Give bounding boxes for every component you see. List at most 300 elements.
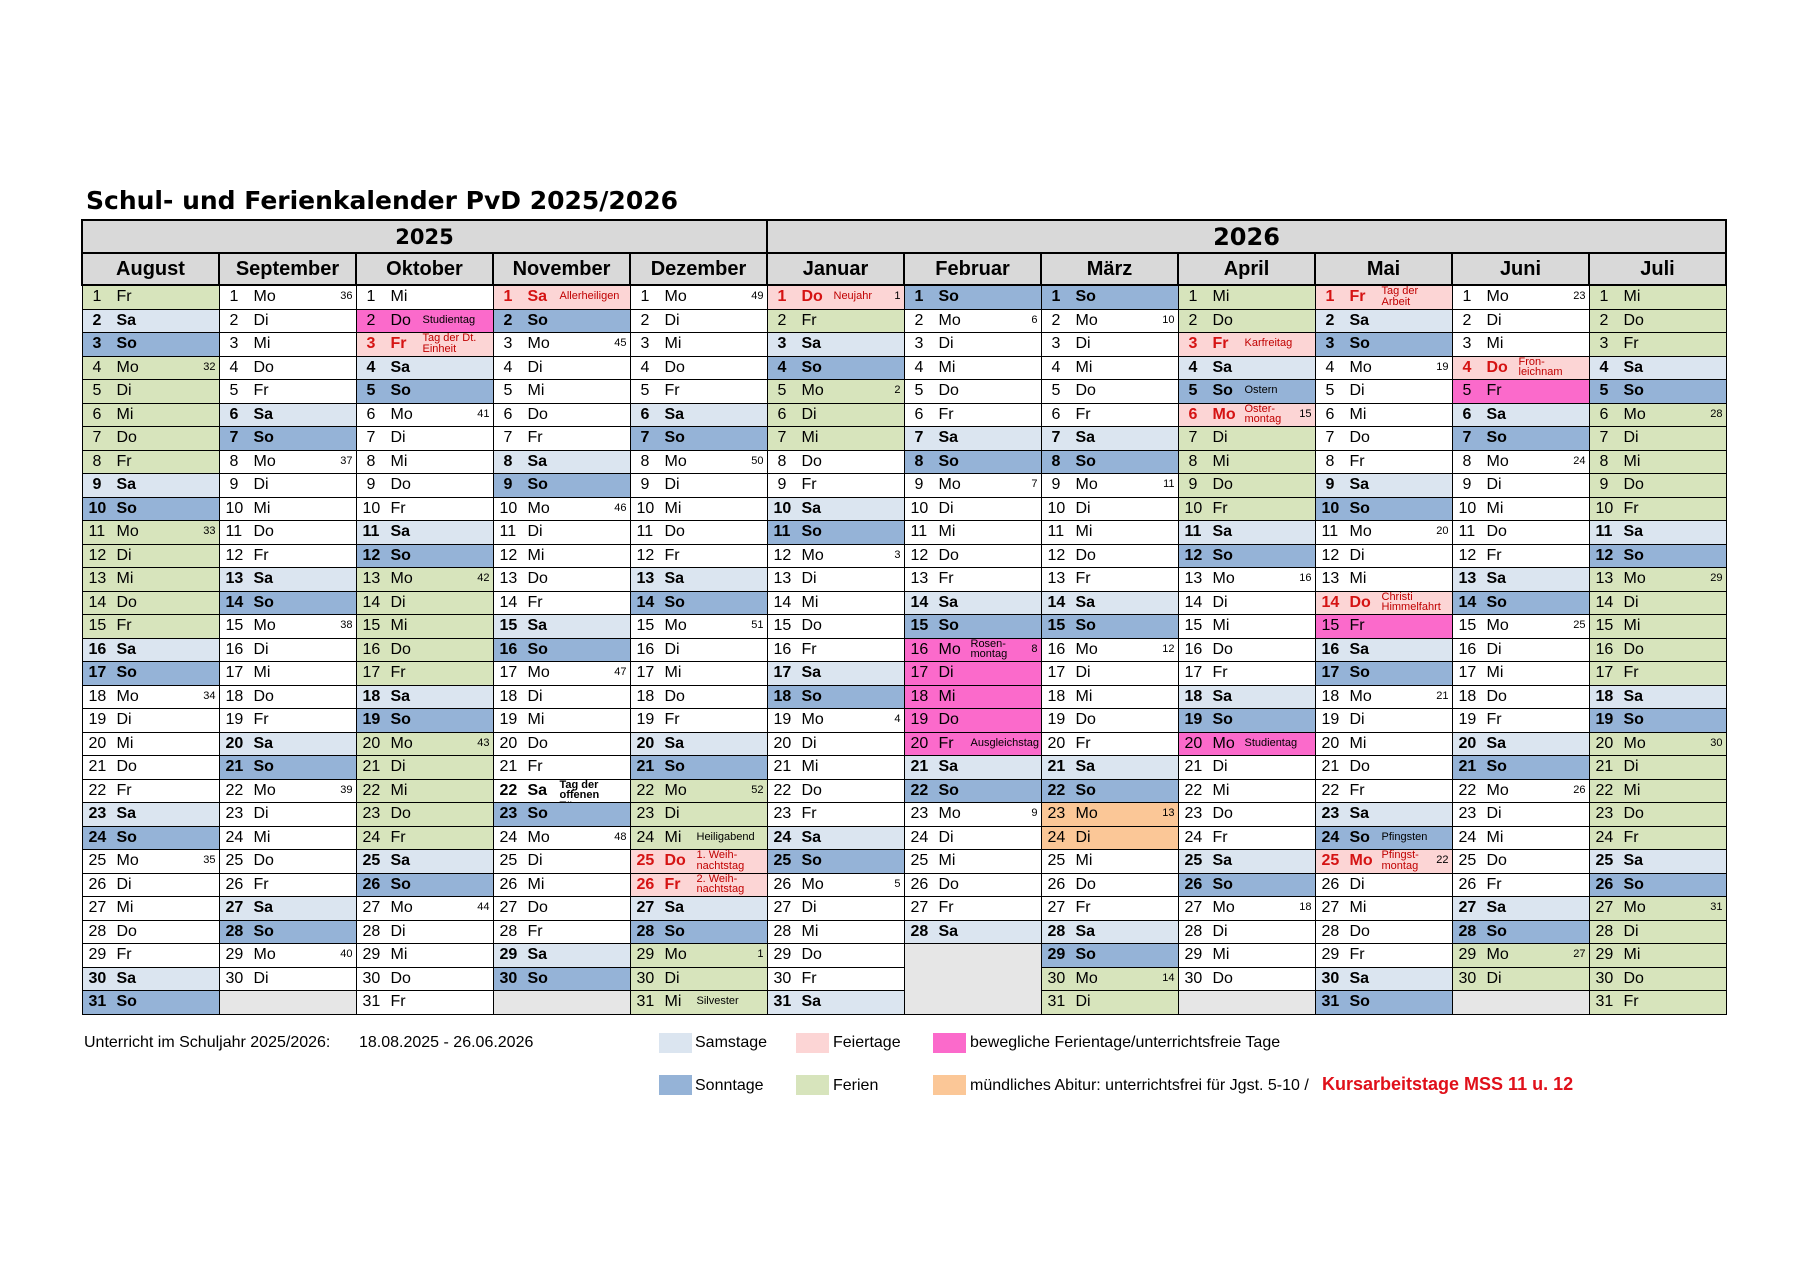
day-cell (82, 568, 219, 592)
weekday: Mo (116, 523, 139, 540)
day-number: 25 (1184, 852, 1203, 869)
day-cell (1315, 615, 1452, 639)
day-cell (356, 356, 493, 380)
weekday: Sa (1075, 758, 1096, 775)
day-number: 9 (92, 476, 102, 493)
day-cell (904, 309, 1041, 333)
day-number: 3 (229, 335, 239, 352)
day-cell (767, 450, 904, 474)
month-header: Dezember (630, 253, 767, 285)
day-cell (1589, 591, 1726, 615)
weekday: Mi (1623, 288, 1641, 305)
day-number: 17 (88, 664, 107, 681)
day-cell (493, 638, 630, 662)
weekday: Sa (116, 311, 137, 329)
day-cell (1041, 732, 1178, 756)
day-note: Karfreitag (1244, 337, 1293, 349)
day-cell (1589, 568, 1726, 592)
weekday: Fr (116, 781, 132, 799)
day-number: 7 (1462, 429, 1472, 446)
weekday: Mi (253, 335, 271, 352)
day-cell (82, 309, 219, 333)
weekday: Mi (253, 664, 271, 681)
day-cell (1178, 991, 1315, 1015)
weekday: Mo (938, 805, 961, 822)
day-cell (630, 450, 767, 474)
weekday: Fr (664, 875, 681, 893)
day-note: Ostern (1244, 384, 1278, 396)
day-cell (904, 756, 1041, 780)
day-cell (904, 685, 1041, 709)
weekday: Sa (1349, 476, 1370, 493)
day-number: 10 (362, 499, 381, 517)
weekday: Do (390, 640, 411, 658)
day-number: 24 (1595, 828, 1614, 846)
weekday: Mo (253, 617, 276, 634)
day-cell (493, 826, 630, 850)
day-number: 1 (914, 288, 924, 305)
day-cell (630, 333, 767, 357)
weekday: Do (938, 711, 959, 728)
day-cell (1452, 450, 1589, 474)
day-cell (493, 403, 630, 427)
day-cell (82, 873, 219, 897)
day-number: 24 (499, 828, 518, 846)
day-cell (630, 756, 767, 780)
weekday: Mo (1486, 288, 1509, 305)
weekday: Sa (1349, 640, 1370, 658)
day-number: 22 (1184, 781, 1203, 799)
day-number: 11 (1458, 523, 1476, 540)
day-number: 2 (777, 311, 787, 329)
weekday: Sa (390, 852, 411, 869)
weekday: Fr (1486, 382, 1502, 399)
day-cell (630, 779, 767, 803)
calendar-row (82, 285, 1726, 309)
day-number: 8 (777, 452, 787, 470)
week-number: 12 (1162, 642, 1175, 655)
day-number: 13 (362, 570, 381, 587)
school-year-label: Unterricht im Schuljahr 2025/2026: (84, 1034, 331, 1051)
week-number: 15 (1299, 407, 1312, 420)
month-header: Januar (767, 253, 904, 285)
day-cell (1041, 944, 1178, 968)
weekday: Mo (116, 852, 139, 869)
day-number: 17 (636, 664, 655, 681)
weekday: Sa (390, 523, 411, 540)
day-number: 9 (1051, 476, 1061, 493)
day-cell (1178, 662, 1315, 686)
day-note: Allerheiligen (559, 290, 620, 302)
calendar-row (82, 638, 1726, 662)
day-cell (630, 591, 767, 615)
weekday: Mo (1075, 969, 1098, 987)
day-number: 1 (92, 288, 102, 305)
day-cell (630, 826, 767, 850)
day-number: 19 (88, 711, 107, 728)
day-cell (904, 662, 1041, 686)
weekday: Do (1349, 758, 1370, 775)
day-cell (1041, 427, 1178, 451)
day-cell (82, 897, 219, 921)
day-number: 18 (362, 687, 381, 705)
weekday: So (1212, 711, 1233, 728)
week-number: 33 (203, 525, 216, 537)
day-cell (1315, 591, 1452, 615)
week-number: 34 (203, 689, 216, 702)
calendar-row (82, 662, 1726, 686)
month-header-row (82, 253, 1726, 285)
day-cell (630, 309, 767, 333)
day-number: 22 (773, 781, 792, 799)
day-number: 6 (1188, 405, 1198, 423)
weekday: Do (801, 617, 822, 634)
day-cell (1452, 403, 1589, 427)
day-number: 7 (1188, 429, 1198, 446)
legend-label-kursarbeit: Kursarbeitstage MSS 11 u. 12 (1322, 1074, 1574, 1094)
day-cell (356, 403, 493, 427)
weekday: Sa (801, 335, 822, 352)
weekday: So (116, 335, 137, 352)
day-cell (767, 591, 904, 615)
weekday: Mo (1212, 570, 1235, 587)
day-number: 28 (225, 922, 244, 940)
day-cell (1589, 826, 1726, 850)
day-number: 25 (910, 852, 929, 869)
day-number: 14 (1184, 593, 1203, 611)
weekday: Sa (1349, 805, 1370, 822)
weekday: Fr (1623, 993, 1639, 1010)
day-cell (1041, 615, 1178, 639)
weekday: Sa (1349, 311, 1370, 329)
day-number: 22 (1321, 781, 1340, 799)
weekday: Mo (1075, 311, 1098, 329)
weekday: Fr (801, 640, 817, 658)
day-cell (1452, 967, 1589, 991)
day-number: 24 (773, 828, 792, 846)
day-number: 24 (1047, 828, 1066, 846)
weekday: Mi (664, 993, 682, 1010)
day-cell (767, 967, 904, 991)
day-cell (1041, 756, 1178, 780)
weekday: So (801, 358, 822, 376)
day-number: 25 (1595, 852, 1614, 869)
day-number: 19 (1458, 711, 1477, 728)
day-number: 27 (499, 899, 518, 916)
day-number: 26 (1458, 875, 1477, 893)
weekday: Do (1623, 311, 1644, 329)
day-cell (904, 638, 1041, 662)
day-cell (493, 474, 630, 498)
day-number: 29 (636, 946, 655, 963)
weekday: Di (253, 969, 269, 987)
day-cell (1315, 732, 1452, 756)
day-cell (493, 521, 630, 545)
weekday: Mi (390, 452, 408, 470)
day-cell (1452, 709, 1589, 733)
day-number: 20 (910, 734, 929, 752)
weekday: Mi (390, 617, 408, 634)
day-number: 17 (773, 664, 792, 681)
day-number: 11 (499, 523, 517, 540)
day-number: 20 (1321, 734, 1340, 752)
calendar-row (82, 779, 1726, 803)
day-cell (1041, 638, 1178, 662)
week-number: 1 (894, 290, 901, 302)
legend-label-samstage: Samstage (695, 1034, 768, 1051)
day-cell (493, 497, 630, 521)
week-number: 48 (614, 830, 627, 843)
weekday: Di (1486, 969, 1502, 987)
day-number: 28 (1047, 922, 1066, 940)
weekday: Mi (1349, 405, 1367, 423)
weekday: Sa (253, 570, 274, 587)
day-cell (356, 944, 493, 968)
day-cell (1452, 309, 1589, 333)
day-cell (82, 544, 219, 568)
weekday: Mi (1486, 335, 1504, 352)
calendar-row (82, 544, 1726, 568)
weekday: Di (116, 711, 132, 728)
weekday: Mi (938, 687, 956, 705)
weekday: Mi (527, 382, 545, 399)
weekday: So (1212, 382, 1233, 399)
day-cell (1178, 356, 1315, 380)
day-number: 23 (362, 805, 381, 822)
day-number: 4 (229, 358, 239, 376)
day-cell (1178, 944, 1315, 968)
weekday: Mo (664, 617, 687, 634)
day-cell (1315, 333, 1452, 357)
day-number: 16 (225, 640, 244, 658)
weekday: Mi (664, 664, 682, 681)
day-cell (493, 685, 630, 709)
weekday: Fr (253, 875, 269, 893)
day-number: 23 (1184, 805, 1203, 822)
day-cell (1178, 638, 1315, 662)
month-header: Juli (1589, 253, 1726, 285)
day-cell (1452, 850, 1589, 874)
day-cell (82, 450, 219, 474)
day-cell (1041, 333, 1178, 357)
weekday: Fr (1623, 499, 1639, 517)
day-number: 21 (1458, 758, 1477, 775)
day-cell (1178, 333, 1315, 357)
day-cell (904, 568, 1041, 592)
day-cell (82, 756, 219, 780)
day-cell (1315, 991, 1452, 1015)
day-cell (630, 662, 767, 686)
day-number: 25 (1321, 852, 1340, 869)
day-number: 21 (225, 758, 244, 775)
day-number: 1 (1462, 288, 1472, 305)
day-cell (493, 662, 630, 686)
day-number: 23 (1321, 805, 1340, 822)
day-cell (356, 662, 493, 686)
week-number: 37 (340, 454, 353, 467)
day-number: 4 (1325, 358, 1335, 376)
day-note: Tag der Dt. Einheit (422, 332, 477, 355)
day-number: 6 (1599, 405, 1609, 423)
day-cell (1041, 991, 1178, 1015)
day-cell (356, 756, 493, 780)
day-cell (630, 709, 767, 733)
day-cell (82, 967, 219, 991)
day-cell (493, 450, 630, 474)
day-cell (493, 333, 630, 357)
calendar-row (82, 756, 1726, 780)
day-cell (1178, 756, 1315, 780)
day-number: 30 (225, 969, 244, 987)
calendar-row (82, 826, 1726, 850)
day-number: 27 (636, 899, 655, 916)
day-number: 11 (225, 523, 243, 540)
day-note: Tag der offenen (559, 778, 600, 801)
day-number: 26 (225, 875, 244, 893)
day-number: 16 (1184, 640, 1203, 658)
day-number: 2 (1325, 311, 1335, 329)
weekday: Sa (1075, 922, 1096, 940)
day-number: 26 (910, 875, 929, 893)
weekday: Mi (938, 852, 956, 869)
day-number: 5 (1462, 382, 1472, 399)
day-cell (1041, 544, 1178, 568)
day-number: 4 (640, 358, 650, 376)
weekday: Sa (1486, 899, 1507, 916)
weekday: Fr (1623, 828, 1639, 846)
weekday: Sa (938, 758, 959, 775)
day-number: 20 (773, 734, 792, 752)
day-cell (904, 944, 1041, 1015)
day-cell (82, 356, 219, 380)
day-number: 20 (636, 734, 655, 752)
weekday: So (664, 922, 685, 940)
week-number: 8 (1031, 642, 1038, 655)
weekday: Mo (664, 452, 687, 470)
day-number: 5 (640, 382, 650, 399)
weekday: Di (1623, 758, 1639, 775)
day-number: 31 (1047, 993, 1066, 1010)
calendar-row (82, 403, 1726, 427)
day-cell (493, 615, 630, 639)
day-number: 4 (1188, 358, 1198, 376)
day-cell (767, 709, 904, 733)
day-cell (1041, 568, 1178, 592)
weekday: Sa (390, 687, 411, 705)
weekday: Mo (801, 875, 824, 893)
day-cell (219, 967, 356, 991)
weekday: So (1349, 828, 1370, 846)
weekday: Mo (527, 664, 550, 681)
day-note: Silvester (696, 995, 739, 1007)
weekday: Do (253, 523, 274, 540)
day-cell (1452, 779, 1589, 803)
day-number: 27 (1047, 899, 1066, 916)
day-cell (1178, 285, 1315, 309)
day-number: 4 (1599, 358, 1609, 376)
weekday: Fr (801, 805, 817, 822)
day-number: 3 (1462, 335, 1472, 352)
day-cell (219, 285, 356, 309)
weekday: Di (1212, 758, 1228, 775)
day-number: 7 (229, 429, 239, 446)
weekday: Do (1623, 476, 1644, 493)
weekday: Mo (1212, 734, 1235, 752)
weekday: Mo (1212, 899, 1235, 916)
day-cell (1452, 873, 1589, 897)
day-number: 17 (1321, 664, 1340, 681)
day-number: 13 (499, 570, 518, 587)
weekday: So (801, 852, 822, 869)
day-number: 6 (777, 405, 787, 423)
weekday: Di (527, 687, 543, 705)
month-header: April (1178, 253, 1315, 285)
weekday: Di (1349, 711, 1365, 728)
weekday: Mo (664, 288, 687, 305)
day-note: Tag der Arbeit (1381, 285, 1419, 308)
day-cell (1041, 285, 1178, 309)
day-cell (1041, 380, 1178, 404)
day-cell (1041, 474, 1178, 498)
week-number: 3 (894, 548, 901, 561)
day-cell (219, 850, 356, 874)
weekday: Mi (1349, 734, 1367, 752)
day-cell (1589, 709, 1726, 733)
day-cell (1589, 944, 1726, 968)
day-number: 2 (914, 311, 924, 329)
day-number: 10 (1595, 499, 1614, 517)
weekday: Mi (253, 828, 271, 846)
day-cell (493, 873, 630, 897)
weekday: Mi (664, 335, 682, 352)
weekday: Do (253, 687, 274, 705)
day-number: 30 (1047, 969, 1066, 987)
weekday: Do (253, 358, 274, 376)
week-number: 29 (1710, 572, 1723, 584)
day-number: 5 (1599, 382, 1609, 399)
day-number: 20 (225, 734, 244, 752)
day-cell (630, 991, 767, 1015)
day-cell (1589, 850, 1726, 874)
day-number: 21 (636, 758, 655, 775)
day-number: 21 (1595, 758, 1614, 775)
day-number: 26 (1184, 875, 1203, 893)
day-number: 14 (1458, 593, 1477, 611)
day-cell (1315, 427, 1452, 451)
day-cell (219, 544, 356, 568)
day-cell (767, 732, 904, 756)
day-number: 9 (777, 476, 787, 493)
day-number: 23 (499, 805, 518, 822)
day-cell (356, 544, 493, 568)
weekday: Do (801, 946, 822, 963)
weekday: So (1486, 429, 1507, 446)
weekday: Mi (1349, 570, 1367, 587)
weekday: Sa (1486, 734, 1507, 752)
day-number: 15 (910, 617, 929, 634)
weekday: Mi (116, 405, 134, 423)
day-number: 5 (1325, 382, 1335, 399)
day-number: 2 (1051, 311, 1061, 329)
day-cell (219, 873, 356, 897)
day-cell (82, 685, 219, 709)
day-number: 18 (88, 687, 107, 705)
weekday: So (801, 523, 822, 540)
weekday: So (116, 664, 137, 681)
day-number: 6 (503, 405, 513, 423)
weekday: Fr (527, 758, 543, 775)
day-cell (1178, 920, 1315, 944)
